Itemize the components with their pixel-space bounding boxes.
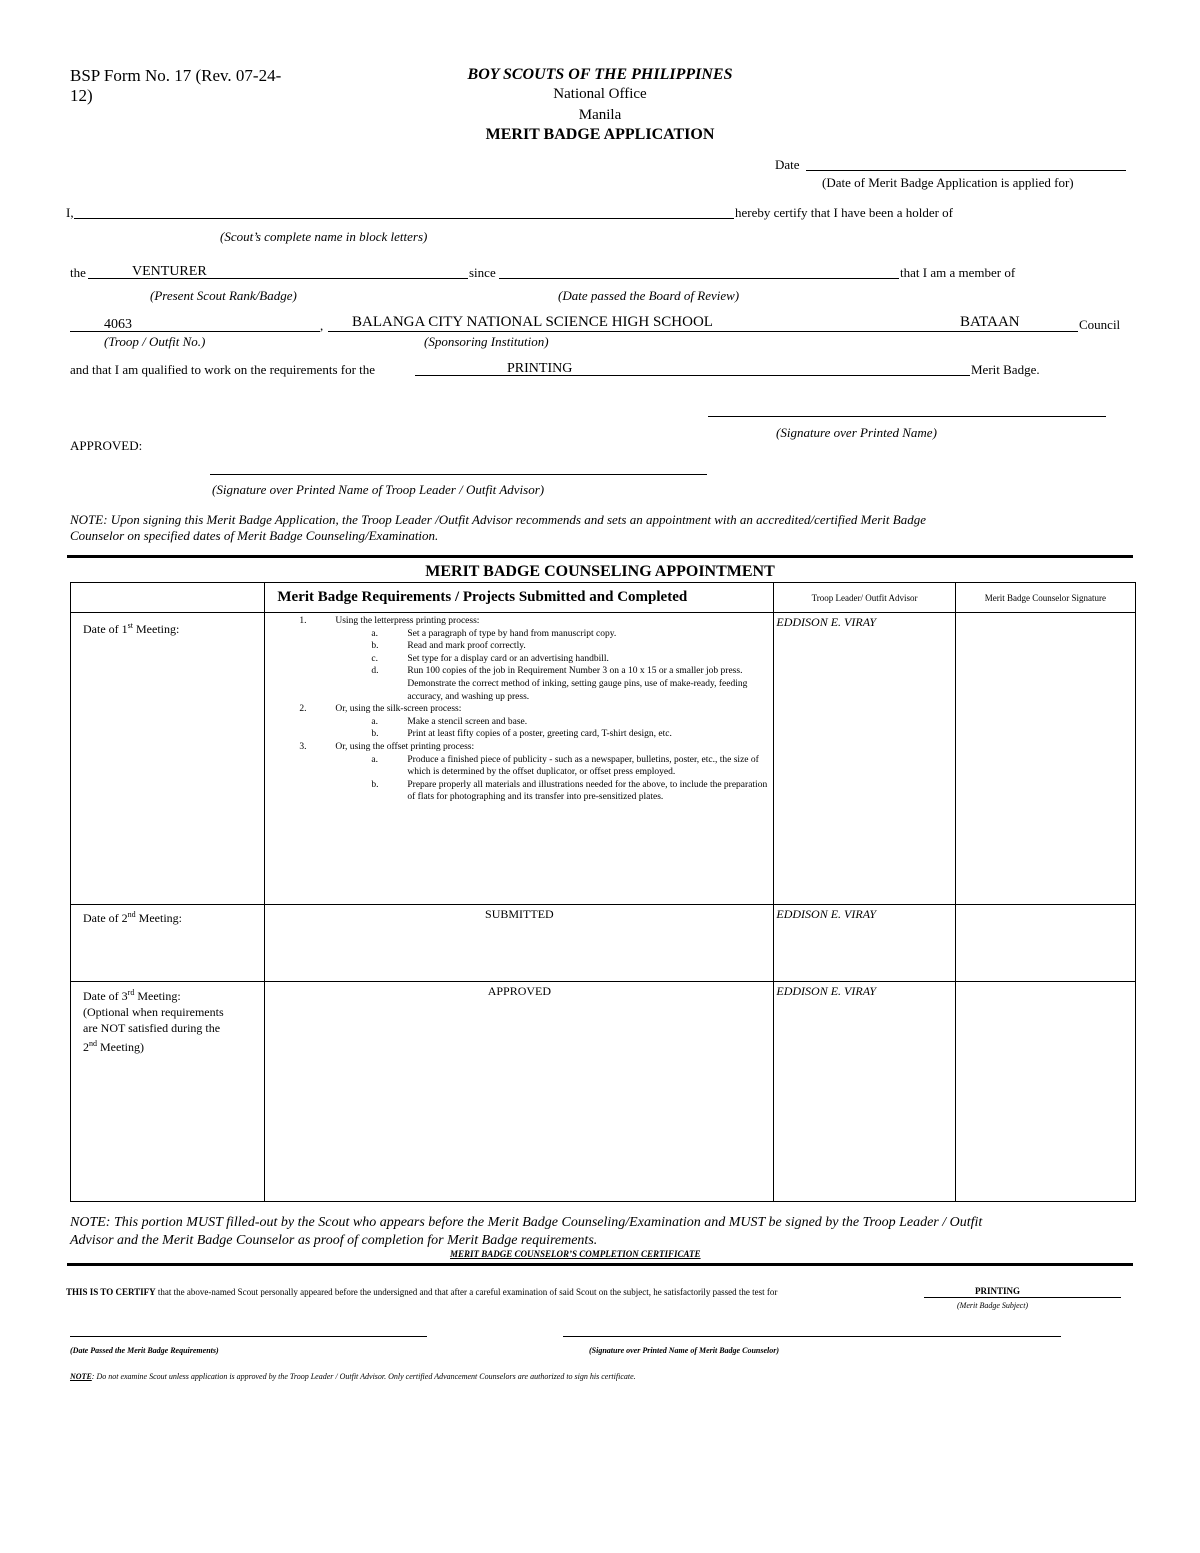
table-row: [71, 905, 1136, 982]
certificate-divider: [67, 1263, 1133, 1266]
date-passed-field[interactable]: [70, 1336, 427, 1337]
certify-statement: THIS IS TO CERTIFY that the above-named Scout personally appeared before the undersigned and that after a careful examination of said Scout on the subject, he satisfactorily passed the test for: [66, 1287, 778, 1297]
institution-field[interactable]: [328, 331, 1078, 332]
req-2b: b. Print at least fifty copies of a poster, greeting card, T-shirt design, etc.: [371, 729, 672, 740]
req-1d: d. Run 100 copies of the job in Requirement Number 3 on a 10 x 15 or a smaller job press. Demonstrate the correct method of inking, setting gauge pins, use of make-ready, feeding accuracy, and washing up press.: [371, 666, 748, 702]
req-1: 1. Using the letterpress printing process:: [299, 616, 480, 626]
row3-note1: (Optional when requirements: [83, 1005, 224, 1019]
header-leader-label: Troop Leader/ Outfit Advisor: [811, 592, 918, 603]
section-divider: [67, 555, 1133, 558]
row3-date-cell[interactable]: [71, 982, 265, 1202]
row1-requirements-cell: [265, 613, 774, 905]
council-value: BATAAN: [960, 314, 1020, 330]
badge-value: PRINTING: [507, 361, 573, 376]
member-text: that I am a member of: [900, 265, 1016, 280]
leader-caption: (Signature over Printed Name of Troop Leader / Outfit Advisor): [212, 482, 545, 497]
requirements-list: [265, 613, 773, 804]
scout-name-field[interactable]: [74, 218, 734, 219]
institution-value: BALANGA CITY NATIONAL SCIENCE HIGH SCHOOL: [352, 314, 713, 330]
bor-caption: (Date passed the Board of Review): [558, 288, 740, 303]
row1-counselor-cell[interactable]: [955, 613, 1135, 905]
office-city: Manila: [578, 107, 622, 123]
row3-label-block: [71, 982, 264, 1055]
counselor-signature-field[interactable]: [563, 1336, 1061, 1337]
institution-caption: (Sponsoring Institution): [424, 334, 549, 349]
troop-value: 4063: [104, 317, 132, 332]
note-approval: [70, 512, 926, 544]
subject-caption: (Merit Badge Subject): [957, 1301, 1029, 1310]
row3-leader-name: EDDISON E. VIRAY: [776, 984, 877, 998]
approved-label: APPROVED:: [70, 438, 143, 453]
req-1c: c. Set type for a display card or an advertising handbill.: [371, 653, 609, 664]
note-completion: [70, 1214, 982, 1250]
merit-badge-label: Merit Badge.: [971, 362, 1040, 377]
row3-counselor-cell[interactable]: [955, 982, 1135, 1202]
leader-signature-field[interactable]: [210, 474, 707, 475]
req-3b: b. Prepare properly all materials and illustrations needed for the above, to include the preparation of flats for photographing and its transfer into pre-sensitized plates.: [371, 779, 768, 803]
counselor-caption: (Signature over Printed Name of Merit Badge Counselor): [589, 1346, 780, 1355]
org-name: BOY SCOUTS OF THE PHILIPPINES: [467, 66, 733, 83]
req-1b: b. Read and mark proof correctly.: [371, 641, 526, 652]
req-1a: a. Set a paragraph of type by hand from manuscript copy.: [371, 628, 617, 639]
row3-note3: 2nd Meeting): [83, 1039, 144, 1054]
header-requirements: [265, 583, 774, 613]
form-number-line2: 12): [70, 86, 93, 105]
rank-caption: (Present Scout Rank/Badge): [150, 288, 297, 303]
signature-caption: (Signature over Printed Name): [776, 425, 937, 440]
header-counselor-label: Merit Badge Counselor Signature: [984, 592, 1106, 603]
scout-signature-field[interactable]: [708, 416, 1106, 417]
table-header-row: [71, 583, 1136, 613]
date-caption: (Date of Merit Badge Application is applied for): [822, 175, 1074, 190]
header-counselor: [955, 583, 1135, 613]
header-leader: [774, 583, 955, 613]
name-caption: (Scout’s complete name in block letters): [220, 229, 428, 244]
req-2: 2. Or, using the silk-screen process:: [299, 704, 462, 715]
row2-requirements-cell: [265, 905, 774, 982]
req-3: 3. Or, using the offset printing process:: [299, 741, 475, 752]
row3-status: APPROVED: [487, 984, 552, 998]
troop-caption: (Troop / Outfit No.): [104, 334, 206, 349]
row2-status: SUBMITTED: [485, 907, 554, 921]
date-passed-caption: (Date Passed the Merit Badge Requirements): [70, 1346, 219, 1355]
row1-date-cell[interactable]: [71, 613, 265, 905]
date-field[interactable]: [806, 170, 1126, 171]
note-approval-line1: NOTE: Upon signing this Merit Badge Application, the Troop Leader /Outfit Advisor recommends and sets an appointment with an accredited/certified Merit Badge: [70, 512, 926, 527]
header-empty-cell: [71, 583, 265, 613]
final-note: NOTE: Do not examine Scout unless application is approved by the Troop Leader / Outfit Advisor. Only certified Advancement Counselors are authorized to sign his certificate.: [70, 1372, 636, 1381]
council-label: Council: [1079, 317, 1121, 332]
note-completion-line1: NOTE: This portion MUST filled-out by the Scout who appears before the Merit Badge Counseling/Examination and MUST be signed by the Troop Leader / Outfit: [70, 1215, 983, 1230]
req-2a: a. Make a stencil screen and base.: [371, 716, 528, 727]
date-label: Date: [775, 157, 800, 172]
row2-counselor-cell[interactable]: [955, 905, 1135, 982]
the-label: the: [70, 265, 86, 280]
page-title: MERIT BADGE APPLICATION: [485, 126, 715, 143]
row2-leader-cell[interactable]: [774, 905, 955, 982]
note-approval-line2: Counselor on specified dates of Merit Badge Counseling/Examination.: [70, 528, 439, 543]
row1-label: Date of 1st Meeting:: [83, 621, 180, 636]
table-row: [71, 613, 1136, 905]
subject-field[interactable]: [924, 1297, 1121, 1298]
row1-leader-cell[interactable]: [774, 613, 955, 905]
badge-field[interactable]: [415, 375, 970, 376]
qualified-text: and that I am qualified to work on the requirements for the: [70, 362, 376, 377]
row3-label: Date of 3rd Meeting:: [83, 988, 181, 1003]
appointment-table: [70, 582, 1136, 1202]
rank-value: VENTURER: [132, 264, 207, 279]
bor-date-field[interactable]: [499, 278, 899, 279]
note-completion-line2: Advisor and the Merit Badge Counselor as proof of completion for Merit Badge requirements.: [70, 1233, 598, 1248]
row3-requirements-cell: [265, 982, 774, 1202]
row1-leader-name: EDDISON E. VIRAY: [776, 615, 877, 629]
comma: ,: [320, 318, 324, 333]
subject-value: PRINTING: [975, 1286, 1021, 1296]
i-label: I,: [66, 205, 74, 220]
row2-leader-name: EDDISON E. VIRAY: [776, 907, 877, 921]
row3-note2: are NOT satisfied during the: [83, 1021, 221, 1035]
form-number-line1: BSP Form No. 17 (Rev. 07-24-: [70, 66, 282, 85]
office-name: National Office: [553, 86, 647, 102]
certificate-title: MERIT BADGE COUNSELOR’S COMPLETION CERTIFICATE: [450, 1249, 701, 1259]
row3-leader-cell[interactable]: [774, 982, 955, 1202]
header-requirements-label: Merit Badge Requirements / Projects Submitted and Completed: [277, 589, 688, 605]
table-row: [71, 982, 1136, 1202]
since-label: since: [469, 265, 496, 280]
row2-label: Date of 2nd Meeting:: [83, 910, 182, 925]
row2-date-cell[interactable]: [71, 905, 265, 982]
req-3a: a. Produce a finished piece of publicity - such as a newspaper, bulletins, poster, etc., the size of which is determined by the offset duplicator, or offset press employed.: [371, 754, 759, 778]
certify-text: hereby certify that I have been a holder of: [735, 205, 954, 220]
appointment-title: MERIT BADGE COUNSELING APPOINTMENT: [425, 563, 775, 580]
